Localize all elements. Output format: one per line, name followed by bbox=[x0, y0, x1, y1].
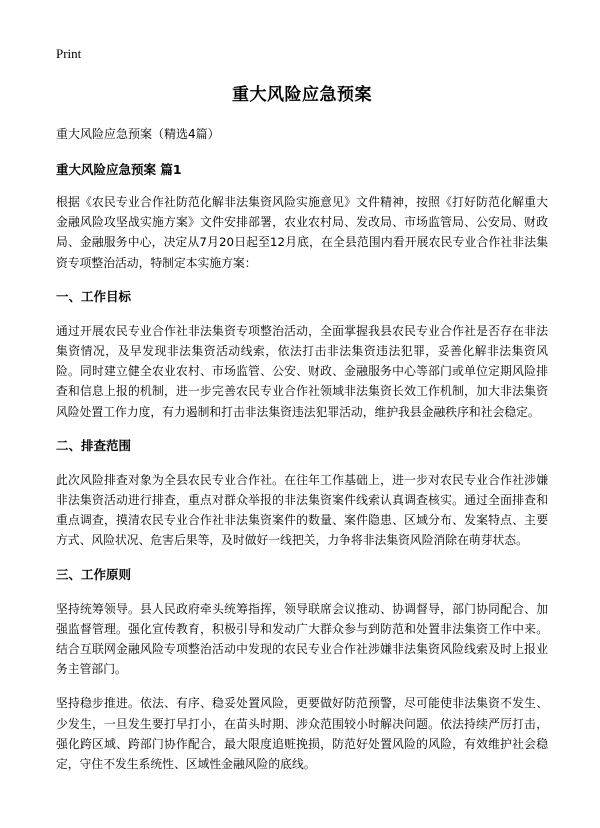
goal-paragraph: 通过开展农民专业合作社非法集资专项整治活动，全面掌握我县农民专业合作社是否存在非法集资情况，及早发现非法集资活动线索，依法打击非法集资违法犯罪，妥善化解非法集资风险。同时建立健全农业农村、市场监管、公安、财政、金融服务中心等部门或单位定期风险排查和信息上报的机制，进一步完善农民专业合作社领域非法集资长效工作机制，加大非法集资风险处置工作力度，有力遏制和打击非法集资违法犯罪活动，维护我县金融秩序和社会稳定。 bbox=[56, 323, 548, 419]
scope-paragraph: 此次风险排查对象为全县农民专业合作社。在往年工作基础上，进一步对农民专业合作社涉嫌非法集资活动进行排查，重点对群众举报的非法集资案件线索认真调查核实。通过全面排查和重点调查，摸清农民专业合作社非法集资案件的数量、案件隐患、区域分布、发案特点、主要方式、风险状况、危害后果等，及时做好一线把关，力争将非法集资风险消除在萌芽状态。 bbox=[56, 472, 548, 548]
print-link[interactable]: Print bbox=[56, 46, 82, 61]
heading-principles: 三、工作原则 bbox=[56, 566, 132, 582]
section-title: 重大风险应急预案 篇1 bbox=[56, 162, 182, 177]
principle-paragraph-2: 坚持稳步推进。依法、有序、稳妥处置风险，更要做好防范预警，尽可能使非法集资不发生、少发生，一旦发生要打早打小，在苗头时期、涉众范围较小时解决问题。依法持续严厉打击，强化跨区域、跨部门协作配合，最大限度追赃挽损，防范好处置风险的风险，有效维护社会稳定，守住不发生系统性、区域性金融风险的底线。 bbox=[56, 696, 548, 772]
document-page bbox=[56, 80, 548, 788]
document-title: 重大风险应急预案 bbox=[232, 85, 372, 105]
heading-work-goal: 一、工作目标 bbox=[56, 288, 132, 304]
intro-paragraph: 根据《农民专业合作社防范化解非法集资风险实施意见》文件精神，按照《打好防范化解重大金融风险攻坚战实施方案》文件安排部署，农业农村局、发改局、市场监管局、公安局、财政局、金融服务中心，决定从7月20日起至12月底，在全县范围内看开展农民专业合作社非法集资专项整治活动，特制定本实施方案： bbox=[56, 195, 548, 270]
principle-paragraph-1: 坚持统筹领导。县人民政府牵头统筹指挥，领导联席会议推动、协调督导，部门协同配合、加强监督管理。强化宣传教育，积极引导和发动广大群众参与到防范和处置非法集资工作中来。结合互联网金融风险专项整治活动中发现的农民专业合作社涉嫌非法集资风险线索及时上报业务主管部门。 bbox=[56, 601, 548, 677]
heading-scope: 二、排查范围 bbox=[56, 437, 132, 453]
document-subtitle: 重大风险应急预案（精选4篇） bbox=[56, 127, 220, 141]
